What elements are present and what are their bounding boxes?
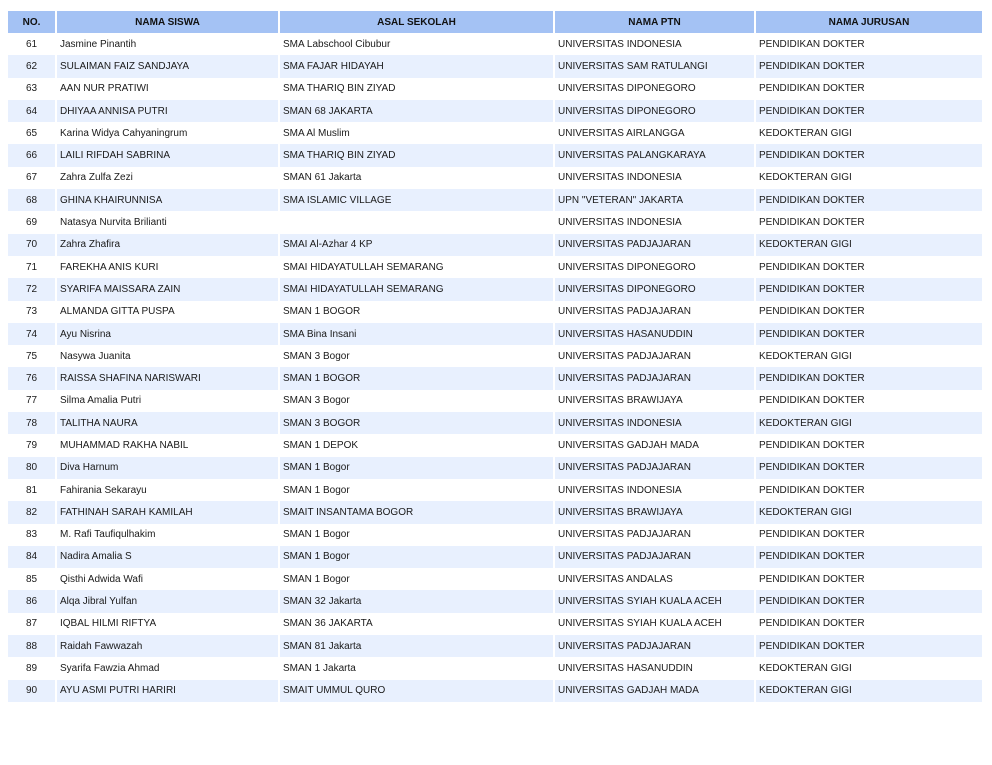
cell-asal-sekolah: SMAI HIDAYATULLAH SEMARANG xyxy=(279,256,554,278)
cell-no: 82 xyxy=(8,501,56,523)
cell-asal-sekolah: SMAI Al-Azhar 4 KP xyxy=(279,234,554,256)
cell-nama-ptn: UNIVERSITAS SYIAH KUALA ACEH xyxy=(554,613,755,635)
cell-nama-jurusan: PENDIDIKAN DOKTER xyxy=(755,33,982,55)
cell-nama-siswa: Silma Amalia Putri xyxy=(56,390,279,412)
cell-no: 76 xyxy=(8,367,56,389)
cell-nama-ptn: UNIVERSITAS PADJAJARAN xyxy=(554,524,755,546)
cell-nama-jurusan: PENDIDIKAN DOKTER xyxy=(755,323,982,345)
table-row xyxy=(8,189,982,211)
cell-no: 81 xyxy=(8,479,56,501)
cell-no: 83 xyxy=(8,524,56,546)
cell-nama-jurusan: PENDIDIKAN DOKTER xyxy=(755,390,982,412)
cell-nama-jurusan: PENDIDIKAN DOKTER xyxy=(755,278,982,300)
table-row xyxy=(8,635,982,657)
student-admission-table-sheet xyxy=(8,11,982,702)
table-row xyxy=(8,234,982,256)
cell-nama-siswa: AYU ASMI PUTRI HARIRI xyxy=(56,680,279,702)
cell-nama-siswa: SYARIFA MAISSARA ZAIN xyxy=(56,278,279,300)
table-row xyxy=(8,434,982,456)
cell-nama-ptn: UNIVERSITAS GADJAH MADA xyxy=(554,434,755,456)
cell-nama-jurusan: PENDIDIKAN DOKTER xyxy=(755,144,982,166)
cell-asal-sekolah: SMAN 81 Jakarta xyxy=(279,635,554,657)
table-row xyxy=(8,613,982,635)
cell-no: 70 xyxy=(8,234,56,256)
cell-no: 62 xyxy=(8,55,56,77)
cell-nama-siswa: Natasya Nurvita Brilianti xyxy=(56,211,279,233)
cell-nama-jurusan: KEDOKTERAN GIGI xyxy=(755,122,982,144)
table-row xyxy=(8,323,982,345)
cell-asal-sekolah: SMAN 1 BOGOR xyxy=(279,367,554,389)
cell-nama-ptn: UPN "VETERAN" JAKARTA xyxy=(554,189,755,211)
cell-nama-ptn: UNIVERSITAS PADJAJARAN xyxy=(554,635,755,657)
table-row xyxy=(8,590,982,612)
cell-nama-siswa: Jasmine Pinantih xyxy=(56,33,279,55)
cell-asal-sekolah: SMAN 3 Bogor xyxy=(279,345,554,367)
cell-asal-sekolah: SMAN 68 JAKARTA xyxy=(279,100,554,122)
cell-asal-sekolah: SMA THARIQ BIN ZIYAD xyxy=(279,144,554,166)
student-admission-table xyxy=(8,11,982,702)
cell-asal-sekolah: SMAN 1 Bogor xyxy=(279,457,554,479)
cell-no: 61 xyxy=(8,33,56,55)
cell-nama-ptn: UNIVERSITAS ANDALAS xyxy=(554,568,755,590)
cell-nama-ptn: UNIVERSITAS DIPONEGORO xyxy=(554,256,755,278)
cell-no: 87 xyxy=(8,613,56,635)
cell-nama-siswa: MUHAMMAD RAKHA NABIL xyxy=(56,434,279,456)
cell-asal-sekolah: SMAIT UMMUL QURO xyxy=(279,680,554,702)
cell-nama-siswa: FAREKHA ANIS KURI xyxy=(56,256,279,278)
cell-nama-jurusan: KEDOKTERAN GIGI xyxy=(755,657,982,679)
cell-nama-ptn: UNIVERSITAS PADJAJARAN xyxy=(554,546,755,568)
cell-nama-jurusan: PENDIDIKAN DOKTER xyxy=(755,55,982,77)
cell-nama-siswa: RAISSA SHAFINA NARISWARI xyxy=(56,367,279,389)
cell-asal-sekolah: SMA THARIQ BIN ZIYAD xyxy=(279,78,554,100)
cell-nama-jurusan: PENDIDIKAN DOKTER xyxy=(755,189,982,211)
cell-nama-jurusan: PENDIDIKAN DOKTER xyxy=(755,635,982,657)
cell-no: 78 xyxy=(8,412,56,434)
table-row xyxy=(8,546,982,568)
table-row xyxy=(8,278,982,300)
cell-no: 85 xyxy=(8,568,56,590)
cell-no: 72 xyxy=(8,278,56,300)
cell-nama-ptn: UNIVERSITAS PADJAJARAN xyxy=(554,345,755,367)
cell-nama-ptn: UNIVERSITAS HASANUDDIN xyxy=(554,657,755,679)
table-row xyxy=(8,100,982,122)
cell-asal-sekolah: SMAN 1 Bogor xyxy=(279,479,554,501)
table-row xyxy=(8,33,982,55)
table-row xyxy=(8,78,982,100)
cell-asal-sekolah: SMAN 3 BOGOR xyxy=(279,412,554,434)
cell-nama-siswa: LAILI RIFDAH SABRINA xyxy=(56,144,279,166)
cell-asal-sekolah: SMAN 1 Bogor xyxy=(279,524,554,546)
cell-nama-ptn: UNIVERSITAS INDONESIA xyxy=(554,479,755,501)
cell-nama-ptn: UNIVERSITAS HASANUDDIN xyxy=(554,323,755,345)
cell-nama-siswa: Zahra Zulfa Zezi xyxy=(56,167,279,189)
cell-nama-jurusan: PENDIDIKAN DOKTER xyxy=(755,590,982,612)
cell-nama-jurusan: PENDIDIKAN DOKTER xyxy=(755,367,982,389)
cell-no: 84 xyxy=(8,546,56,568)
cell-asal-sekolah: SMAN 1 BOGOR xyxy=(279,301,554,323)
cell-nama-jurusan: PENDIDIKAN DOKTER xyxy=(755,524,982,546)
cell-no: 66 xyxy=(8,144,56,166)
cell-asal-sekolah: SMAN 32 Jakarta xyxy=(279,590,554,612)
cell-no: 65 xyxy=(8,122,56,144)
cell-no: 74 xyxy=(8,323,56,345)
cell-no: 73 xyxy=(8,301,56,323)
cell-nama-jurusan: PENDIDIKAN DOKTER xyxy=(755,211,982,233)
table-row xyxy=(8,167,982,189)
cell-nama-siswa: Nasywa Juanita xyxy=(56,345,279,367)
table-row xyxy=(8,122,982,144)
table-row xyxy=(8,367,982,389)
cell-no: 63 xyxy=(8,78,56,100)
cell-no: 75 xyxy=(8,345,56,367)
cell-nama-siswa: GHINA KHAIRUNNISA xyxy=(56,189,279,211)
table-row xyxy=(8,568,982,590)
cell-no: 79 xyxy=(8,434,56,456)
cell-nama-ptn: UNIVERSITAS INDONESIA xyxy=(554,167,755,189)
cell-nama-ptn: UNIVERSITAS DIPONEGORO xyxy=(554,78,755,100)
cell-nama-jurusan: KEDOKTERAN GIGI xyxy=(755,167,982,189)
cell-nama-jurusan: PENDIDIKAN DOKTER xyxy=(755,546,982,568)
cell-nama-jurusan: PENDIDIKAN DOKTER xyxy=(755,613,982,635)
cell-no: 86 xyxy=(8,590,56,612)
cell-asal-sekolah: SMA FAJAR HIDAYAH xyxy=(279,55,554,77)
table-row xyxy=(8,211,982,233)
cell-asal-sekolah xyxy=(279,211,554,233)
cell-nama-jurusan: PENDIDIKAN DOKTER xyxy=(755,256,982,278)
table-header-row xyxy=(8,11,982,33)
cell-asal-sekolah: SMA Bina Insani xyxy=(279,323,554,345)
cell-nama-siswa: Zahra Zhafira xyxy=(56,234,279,256)
table-body xyxy=(8,33,982,702)
cell-nama-jurusan: KEDOKTERAN GIGI xyxy=(755,234,982,256)
cell-no: 71 xyxy=(8,256,56,278)
cell-nama-ptn: UNIVERSITAS PADJAJARAN xyxy=(554,367,755,389)
cell-nama-ptn: UNIVERSITAS PADJAJARAN xyxy=(554,457,755,479)
cell-nama-ptn: UNIVERSITAS INDONESIA xyxy=(554,412,755,434)
table-row xyxy=(8,412,982,434)
table-row xyxy=(8,256,982,278)
cell-no: 80 xyxy=(8,457,56,479)
cell-asal-sekolah: SMA Labschool Cibubur xyxy=(279,33,554,55)
table-row xyxy=(8,501,982,523)
cell-nama-siswa: Raidah Fawwazah xyxy=(56,635,279,657)
cell-nama-ptn: UNIVERSITAS BRAWIJAYA xyxy=(554,501,755,523)
cell-nama-ptn: UNIVERSITAS PADJAJARAN xyxy=(554,234,755,256)
cell-no: 69 xyxy=(8,211,56,233)
cell-nama-jurusan: KEDOKTERAN GIGI xyxy=(755,412,982,434)
cell-no: 68 xyxy=(8,189,56,211)
cell-nama-ptn: UNIVERSITAS DIPONEGORO xyxy=(554,100,755,122)
cell-asal-sekolah: SMAN 1 Bogor xyxy=(279,568,554,590)
table-row xyxy=(8,55,982,77)
cell-nama-jurusan: PENDIDIKAN DOKTER xyxy=(755,568,982,590)
cell-nama-siswa: DHIYAA ANNISA PUTRI xyxy=(56,100,279,122)
cell-no: 64 xyxy=(8,100,56,122)
cell-nama-siswa: Nadira Amalia S xyxy=(56,546,279,568)
cell-nama-siswa: M. Rafi Taufiqulhakim xyxy=(56,524,279,546)
cell-nama-jurusan: PENDIDIKAN DOKTER xyxy=(755,434,982,456)
cell-nama-jurusan: KEDOKTERAN GIGI xyxy=(755,501,982,523)
table-row xyxy=(8,345,982,367)
cell-nama-jurusan: PENDIDIKAN DOKTER xyxy=(755,78,982,100)
table-row xyxy=(8,657,982,679)
cell-nama-siswa: Alqa Jibral Yulfan xyxy=(56,590,279,612)
cell-asal-sekolah: SMAIT INSANTAMA BOGOR xyxy=(279,501,554,523)
cell-nama-siswa: Ayu Nisrina xyxy=(56,323,279,345)
cell-nama-siswa: Fahirania Sekarayu xyxy=(56,479,279,501)
cell-asal-sekolah: SMA Al Muslim xyxy=(279,122,554,144)
cell-nama-ptn: UNIVERSITAS BRAWIJAYA xyxy=(554,390,755,412)
header-nama-jurusan: NAMA JURUSAN xyxy=(755,11,982,33)
cell-asal-sekolah: SMAN 36 JAKARTA xyxy=(279,613,554,635)
cell-nama-jurusan: PENDIDIKAN DOKTER xyxy=(755,457,982,479)
cell-nama-jurusan: KEDOKTERAN GIGI xyxy=(755,680,982,702)
cell-nama-ptn: UNIVERSITAS SAM RATULANGI xyxy=(554,55,755,77)
cell-asal-sekolah: SMAN 1 Jakarta xyxy=(279,657,554,679)
cell-nama-jurusan: KEDOKTERAN GIGI xyxy=(755,345,982,367)
header-nama-ptn: NAMA PTN xyxy=(554,11,755,33)
cell-nama-jurusan: PENDIDIKAN DOKTER xyxy=(755,479,982,501)
cell-nama-ptn: UNIVERSITAS AIRLANGGA xyxy=(554,122,755,144)
cell-nama-siswa: Qisthi Adwida Wafi xyxy=(56,568,279,590)
table-row xyxy=(8,680,982,702)
table-row xyxy=(8,144,982,166)
header-no: NO. xyxy=(8,11,56,33)
cell-nama-ptn: UNIVERSITAS PALANGKARAYA xyxy=(554,144,755,166)
cell-asal-sekolah: SMAN 3 Bogor xyxy=(279,390,554,412)
table-row xyxy=(8,479,982,501)
table-row xyxy=(8,390,982,412)
cell-nama-jurusan: PENDIDIKAN DOKTER xyxy=(755,100,982,122)
cell-nama-siswa: FATHINAH SARAH KAMILAH xyxy=(56,501,279,523)
cell-nama-siswa: ALMANDA GITTA PUSPA xyxy=(56,301,279,323)
cell-nama-ptn: UNIVERSITAS GADJAH MADA xyxy=(554,680,755,702)
header-asal-sekolah: ASAL SEKOLAH xyxy=(279,11,554,33)
cell-no: 67 xyxy=(8,167,56,189)
header-nama-siswa: NAMA SISWA xyxy=(56,11,279,33)
cell-no: 89 xyxy=(8,657,56,679)
cell-nama-siswa: Diva Harnum xyxy=(56,457,279,479)
cell-nama-siswa: Karina Widya Cahyaningrum xyxy=(56,122,279,144)
cell-asal-sekolah: SMAN 1 Bogor xyxy=(279,546,554,568)
cell-asal-sekolah: SMAI HIDAYATULLAH SEMARANG xyxy=(279,278,554,300)
cell-nama-siswa: IQBAL HILMI RIFTYA xyxy=(56,613,279,635)
cell-asal-sekolah: SMAN 1 DEPOK xyxy=(279,434,554,456)
cell-nama-siswa: Syarifa Fawzia Ahmad xyxy=(56,657,279,679)
cell-nama-ptn: UNIVERSITAS PADJAJARAN xyxy=(554,301,755,323)
cell-no: 77 xyxy=(8,390,56,412)
cell-nama-jurusan: PENDIDIKAN DOKTER xyxy=(755,301,982,323)
table-row xyxy=(8,457,982,479)
cell-nama-siswa: SULAIMAN FAIZ SANDJAYA xyxy=(56,55,279,77)
cell-nama-ptn: UNIVERSITAS DIPONEGORO xyxy=(554,278,755,300)
cell-nama-ptn: UNIVERSITAS INDONESIA xyxy=(554,33,755,55)
cell-nama-siswa: TALITHA NAURA xyxy=(56,412,279,434)
cell-no: 90 xyxy=(8,680,56,702)
cell-nama-ptn: UNIVERSITAS INDONESIA xyxy=(554,211,755,233)
table-row xyxy=(8,524,982,546)
cell-no: 88 xyxy=(8,635,56,657)
cell-asal-sekolah: SMA ISLAMIC VILLAGE xyxy=(279,189,554,211)
table-row xyxy=(8,301,982,323)
cell-nama-ptn: UNIVERSITAS SYIAH KUALA ACEH xyxy=(554,590,755,612)
cell-asal-sekolah: SMAN 61 Jakarta xyxy=(279,167,554,189)
cell-nama-siswa: AAN NUR PRATIWI xyxy=(56,78,279,100)
